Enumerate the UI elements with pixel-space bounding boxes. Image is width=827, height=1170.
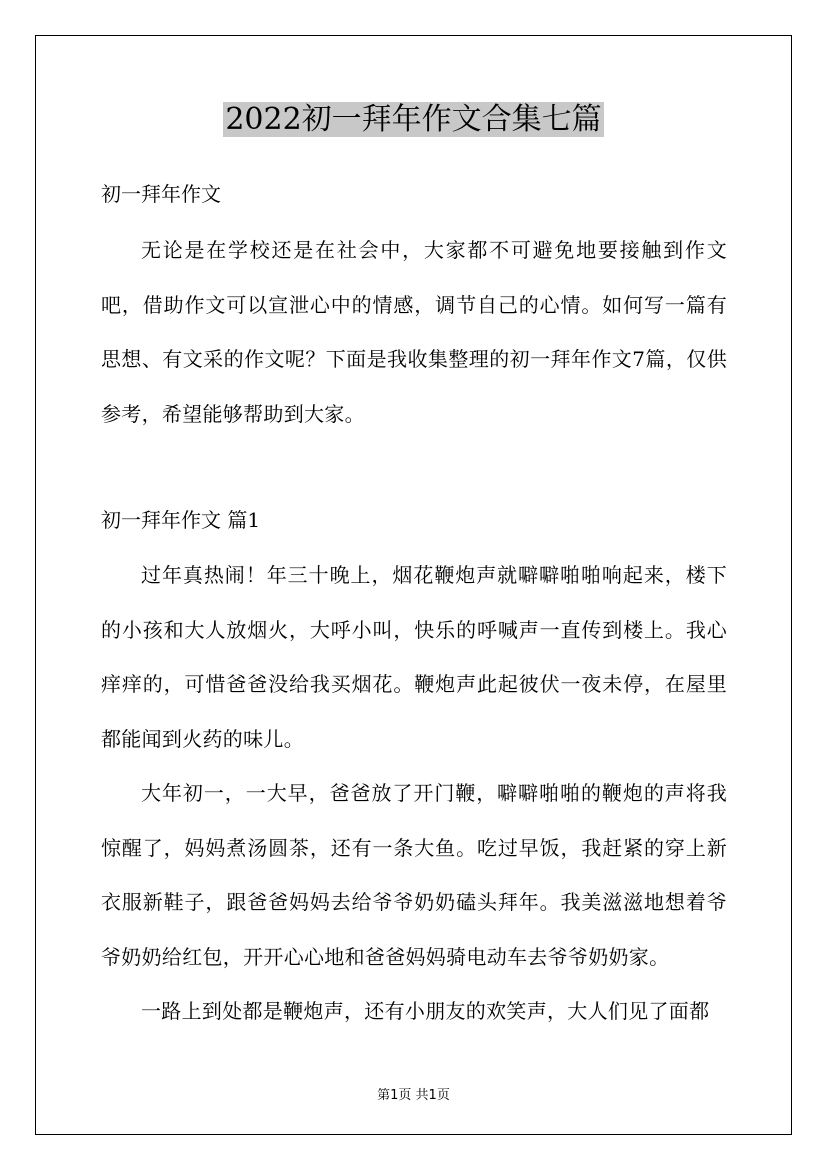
paragraph-part1-2: 大年初一，一大早，爸爸放了开门鞭，噼噼啪啪的鞭炮的声将我惊醒了，妈妈煮汤圆茶，还有一条大鱼。吃过早饭，我赶紧的穿上新衣服新鞋子，跟爸爸妈妈去给爷爷奶奶磕头拜年。我美滋滋地想着爷爷奶奶给红包，开开心心地和爸爸妈妈骑电动车去爷爷奶奶家。 — [101, 781, 727, 969]
document-title — [0, 97, 827, 143]
page-number-footer: 第1页 共1页 — [377, 1088, 450, 1103]
paragraph-part1-3: 一路上到处都是鞭炮声，还有小朋友的欢笑声，大人们见了面都 — [141, 999, 710, 1023]
section-heading-part1: 初一拜年作文 篇1 — [101, 508, 261, 532]
section-heading-intro: 初一拜年作文 — [101, 182, 221, 206]
paragraph-intro: 无论是在学校还是在社会中，大家都不可避免地要接触到作文吧，借助作文可以宣泄心中的情感，调节自己的心情。如何写一篇有思想、有文采的作文呢？下面是我收集整理的初一拜年作文7篇，仅供参考，希望能够帮助到大家。 — [101, 238, 727, 426]
document-title-text: 2022初一拜年作文合集七篇 — [225, 102, 602, 137]
paragraph-part1-1: 过年真热闹！年三十晚上，烟花鞭炮声就噼噼啪啪响起来，楼下的小孩和大人放烟火，大呼小叫，快乐的呼喊声一直传到楼上。我心痒痒的，可惜爸爸没给我买烟花。鞭炮声此起彼伏一夜未停，在屋里都能闻到火药的味儿。 — [101, 563, 727, 751]
